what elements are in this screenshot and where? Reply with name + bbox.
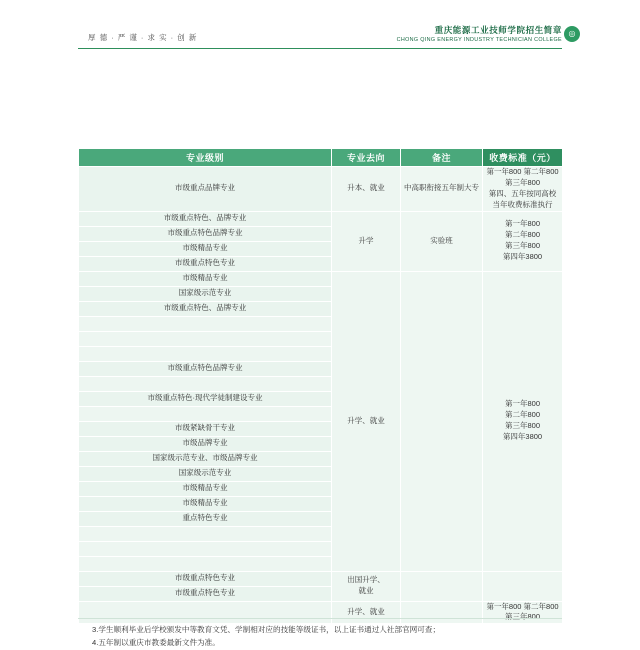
cell-level: 市级精品专业 bbox=[79, 496, 332, 511]
cell-fee: 第一年800 第二年800 第三年800 第四年3800 bbox=[483, 211, 563, 271]
page-header bbox=[78, 25, 576, 52]
cell-fee bbox=[483, 571, 563, 601]
cell-direction: 升学、就业 bbox=[332, 601, 401, 624]
footnotes bbox=[78, 618, 562, 650]
table-header-row bbox=[79, 149, 563, 167]
col-header-level: 专业级别 bbox=[79, 149, 332, 167]
cell-level: 市级精品专业 bbox=[79, 241, 332, 256]
cell-level: 市级重点特色、品牌专业 bbox=[79, 301, 332, 316]
cell-level: 市级重点特色品牌专业 bbox=[79, 361, 332, 376]
cell-level: 国家级示范专业、市级品牌专业 bbox=[79, 451, 332, 466]
col-header-remark: 备注 bbox=[401, 149, 483, 167]
cell-level bbox=[79, 331, 332, 346]
cell-direction: 升学 bbox=[332, 211, 401, 271]
tuition-table bbox=[78, 148, 563, 624]
tuition-table-wrapper bbox=[78, 148, 562, 624]
cell-level bbox=[79, 526, 332, 541]
cell-level: 市级品牌专业 bbox=[79, 436, 332, 451]
cell-level bbox=[79, 406, 332, 421]
cell-remark bbox=[401, 571, 483, 601]
cell-level bbox=[79, 346, 332, 361]
table-row bbox=[79, 271, 563, 286]
cell-level bbox=[79, 556, 332, 571]
cell-level: 市级精品专业 bbox=[79, 271, 332, 286]
col-header-direction: 专业去向 bbox=[332, 149, 401, 167]
school-brand bbox=[396, 25, 576, 43]
cell-fee: 第一年800 第二年800 第三年800 第四年3800 bbox=[483, 271, 563, 571]
brand-name-cn: 重庆能源工业技师学院招生简章 bbox=[434, 25, 562, 35]
cell-level bbox=[79, 376, 332, 391]
school-motto: 厚 德 · 严 谨 · 求 实 · 创 新 bbox=[88, 33, 198, 42]
cell-level: 国家级示范专业 bbox=[79, 286, 332, 301]
table-row bbox=[79, 211, 563, 226]
cell-fee: 第一年800 第二年800 第三年800 bbox=[483, 601, 563, 624]
cell-level: 市级重点特色专业 bbox=[79, 571, 332, 586]
col-header-fee: 收费标准（元） bbox=[483, 149, 563, 167]
cell-level: 重点特色专业 bbox=[79, 511, 332, 526]
cell-level: 市级重点特色专业 bbox=[79, 586, 332, 601]
cell-level: 市级精品专业 bbox=[79, 481, 332, 496]
cell-remark: 中高职衔接五年制大专 bbox=[401, 167, 483, 212]
cell-fee: 第一年800 第二年800 第三年800 第四、五年按同高校 当年收费标准执行 bbox=[483, 167, 563, 212]
cell-level: 市级重点品牌专业 bbox=[79, 167, 332, 212]
header-divider bbox=[78, 48, 562, 49]
brand-name-en: CHONG QING ENERGY INDUSTRY TECHNICIAN COLLEGE bbox=[396, 36, 562, 43]
cell-level: 国家级示范专业 bbox=[79, 466, 332, 481]
cell-level: 市级重点特色专业 bbox=[79, 256, 332, 271]
table-row bbox=[79, 167, 563, 212]
cell-level bbox=[79, 316, 332, 331]
cell-level: 市级重点特色、品牌专业 bbox=[79, 211, 332, 226]
cell-level: 市级重点特色·现代学徒制建设专业 bbox=[79, 391, 332, 406]
cell-direction: 出国升学、 就业 bbox=[332, 571, 401, 601]
school-logo-icon: ◎ bbox=[564, 26, 580, 42]
cell-direction: 升本、就业 bbox=[332, 167, 401, 212]
footnote-4: 4.五年制以重庆市教委最新文件为准。 bbox=[92, 637, 220, 647]
cell-remark bbox=[401, 271, 483, 571]
cell-remark: 实验班 bbox=[401, 211, 483, 271]
cell-level: 市级重点特色品牌专业 bbox=[79, 226, 332, 241]
footnote-3: 3.学生顺利毕业后学校颁发中等教育文凭、学制相对应的技能等级证书，以上证书通过人社部官网可查； bbox=[92, 625, 441, 634]
table-row bbox=[79, 571, 563, 586]
table-body bbox=[79, 167, 563, 624]
cell-level bbox=[79, 541, 332, 556]
cell-level: 市级紧缺骨干专业 bbox=[79, 421, 332, 436]
cell-direction: 升学、就业 bbox=[332, 271, 401, 571]
